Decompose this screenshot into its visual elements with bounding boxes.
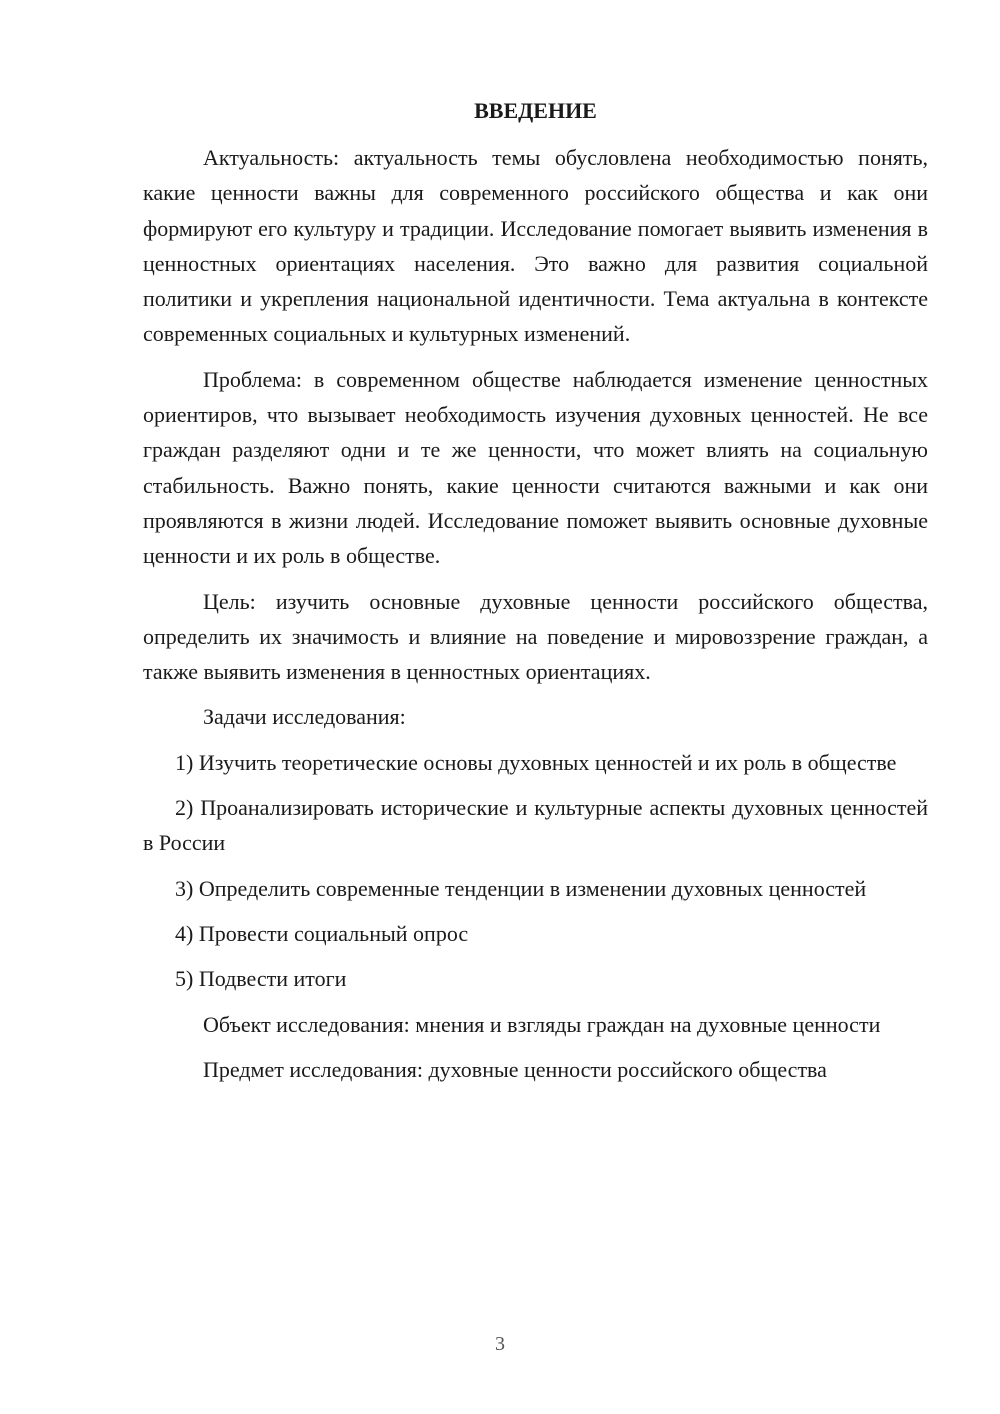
task-item-5: 5) Подвести итоги — [175, 966, 347, 992]
page-number: 3 — [495, 1333, 505, 1355]
goal-paragraph: Цель: изучить основные духовные ценности российского общества, определить их значимость и влияние на поведение и мировоззрение граждан, а также выявить изменения в ценностных ориентациях. — [143, 588, 928, 685]
document-page — [143, 96, 928, 1097]
tasks-heading: Задачи исследования: — [203, 704, 406, 730]
subject-paragraph: Предмет исследования: духовные ценности российского общества — [203, 1056, 827, 1082]
task-item-3: 3) Определить современные тенденции в изменении духовных ценностей — [175, 875, 867, 901]
task-item-2: 2) Проанализировать исторические и культурные аспекты духовных ценностей в России — [143, 795, 928, 856]
page-title: ВВЕДЕНИЕ — [474, 98, 597, 123]
task-item-1: 1) Изучить теоретические основы духовных ценностей и их роль в обществе — [175, 749, 897, 775]
problem-paragraph: Проблема: в современном обществе наблюдается изменение ценностных ориентиров, что вызывает необходимость изучения духовных ценностей. Не все граждан разделяют одни и те же ценности, что может влиять на социальную стабильность. Важно понять, какие ценности считаются важными и как они проявляются в жизни людей. Исследование поможет выявить основные духовные ценности и их роль в обществе. — [143, 366, 928, 569]
object-paragraph: Объект исследования: мнения и взгляды граждан на духовные ценности — [203, 1011, 881, 1037]
task-item-4: 4) Провести социальный опрос — [175, 920, 469, 946]
relevance-paragraph: Актуальность: актуальность темы обусловлена необходимостью понять, какие ценности важны для современного российского общества и как они формируют его культуру и традиции. Исследование помогает выявить изменения в ценностных ориентациях населения. Это важно для развития социальной политики и укрепления национальной идентичности. Тема актуальна в контексте современных социальных и культурных изменений. — [143, 145, 928, 347]
